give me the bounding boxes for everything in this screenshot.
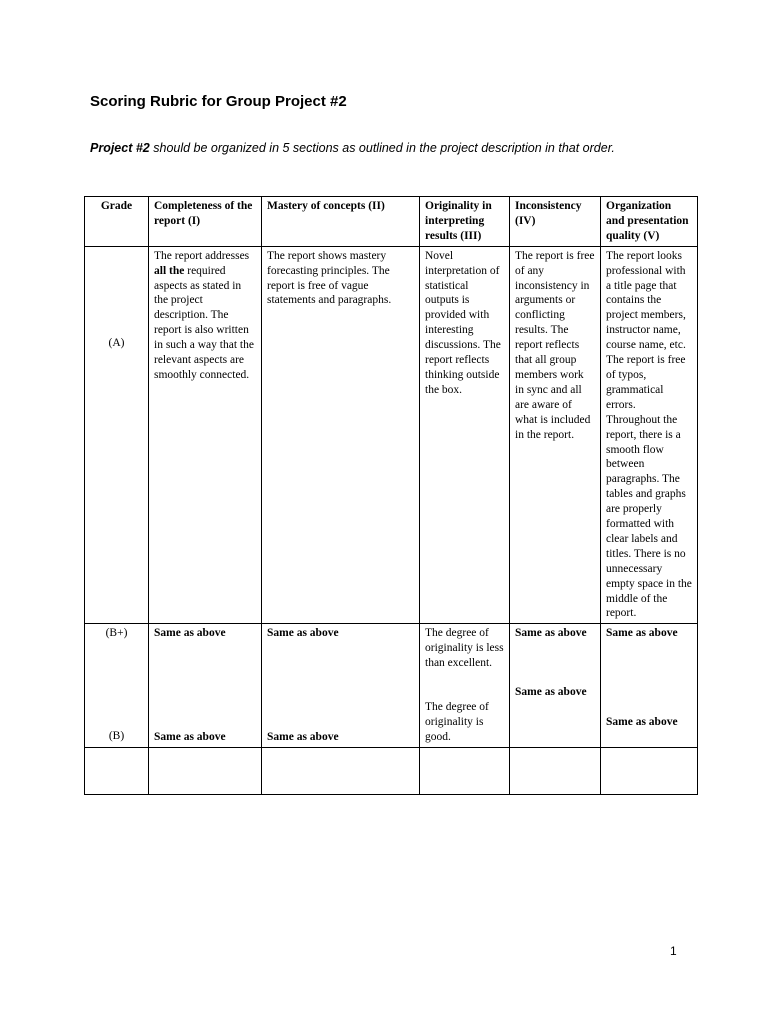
- grade-b-completeness-value: Same as above: [154, 731, 226, 744]
- grade-b-originality: [420, 624, 510, 748]
- grade-bplus-originality: The degree of originality is less than excellent.: [425, 627, 504, 670]
- header-originality: Originality in interpreting results (III): [420, 197, 510, 247]
- grade-bplus-organization: Same as above: [606, 627, 678, 640]
- grade-b-labels: [85, 624, 149, 748]
- header-completeness: Completeness of the report (I): [149, 197, 262, 247]
- grade-bplus-completeness: Same as above: [154, 627, 226, 640]
- grade-b-originality-value: The degree of originality is good.: [425, 701, 489, 743]
- grade-b-inconsistency: [510, 624, 601, 748]
- empty-cell: [420, 748, 510, 795]
- grade-b-mastery: [262, 624, 420, 748]
- intro-text: [90, 141, 615, 155]
- grade-a-completeness-bold: all the: [154, 264, 185, 277]
- grade-b-completeness: [149, 624, 262, 748]
- empty-cell: [262, 748, 420, 795]
- grade-a-completeness-post: required aspects as stated in the project description. The report is also written in such a way that the relevant aspects are smoothly connected.: [154, 264, 254, 381]
- header-grade: Grade: [85, 197, 149, 247]
- grade-a-mastery: The report shows mastery forecasting principles. The report is free of vague statements and paragraphs.: [262, 246, 420, 624]
- grade-a-organization: The report looks professional with a title page that contains the project members, instructor name, course name, etc. The report is free of typos, grammatical errors. Throughout the report, there is a smooth flow between paragraphs. The tables and graphs are properly formatted with clear labels and titles. There is no unnecessary empty space in the middle of the report.: [601, 246, 698, 624]
- empty-row: [85, 748, 698, 795]
- intro-project-label: Project #2: [90, 141, 150, 155]
- grade-a-completeness-pre: The report addresses: [154, 249, 250, 262]
- grade-a-completeness: [149, 246, 262, 624]
- grade-b-organization: [601, 624, 698, 748]
- page-number: 1: [670, 944, 677, 958]
- grade-b-organization-value: Same as above: [606, 716, 678, 729]
- grade-b-inconsistency-value: Same as above: [515, 686, 587, 699]
- grade-b-mastery-value: Same as above: [267, 731, 339, 744]
- header-mastery: Mastery of concepts (II): [262, 197, 420, 247]
- header-inconsistency: Inconsistency (IV): [510, 197, 601, 247]
- empty-cell: [149, 748, 262, 795]
- empty-cell: [85, 748, 149, 795]
- row-grade-a: [85, 246, 698, 624]
- grade-a-originality: Novel interpretation of statistical outputs is provided with interesting discussions. The report reflects thinking outside the box.: [420, 246, 510, 624]
- empty-cell: [510, 748, 601, 795]
- grade-bplus-inconsistency: Same as above: [515, 627, 587, 640]
- grade-bplus-label: (B+): [105, 627, 128, 640]
- page-title: Scoring Rubric for Group Project #2: [90, 93, 347, 110]
- rubric-table: [84, 196, 698, 795]
- grade-bplus-mastery: Same as above: [267, 627, 339, 640]
- empty-cell: [601, 748, 698, 795]
- intro-rest: should be organized in 5 sections as outlined in the project description in that order.: [149, 141, 615, 155]
- header-organization: Organization and presentation quality (V): [601, 197, 698, 247]
- header-row: [85, 197, 698, 247]
- grade-b-label: (B): [108, 730, 125, 743]
- grade-a-inconsistency: The report is free of any inconsistency in arguments or conflicting results. The report reflects that all group members work in sync and all are aware of what is included in the report.: [510, 246, 601, 624]
- grade-a-label: (A): [85, 246, 149, 624]
- row-grade-b-plus-and-b: [85, 624, 698, 748]
